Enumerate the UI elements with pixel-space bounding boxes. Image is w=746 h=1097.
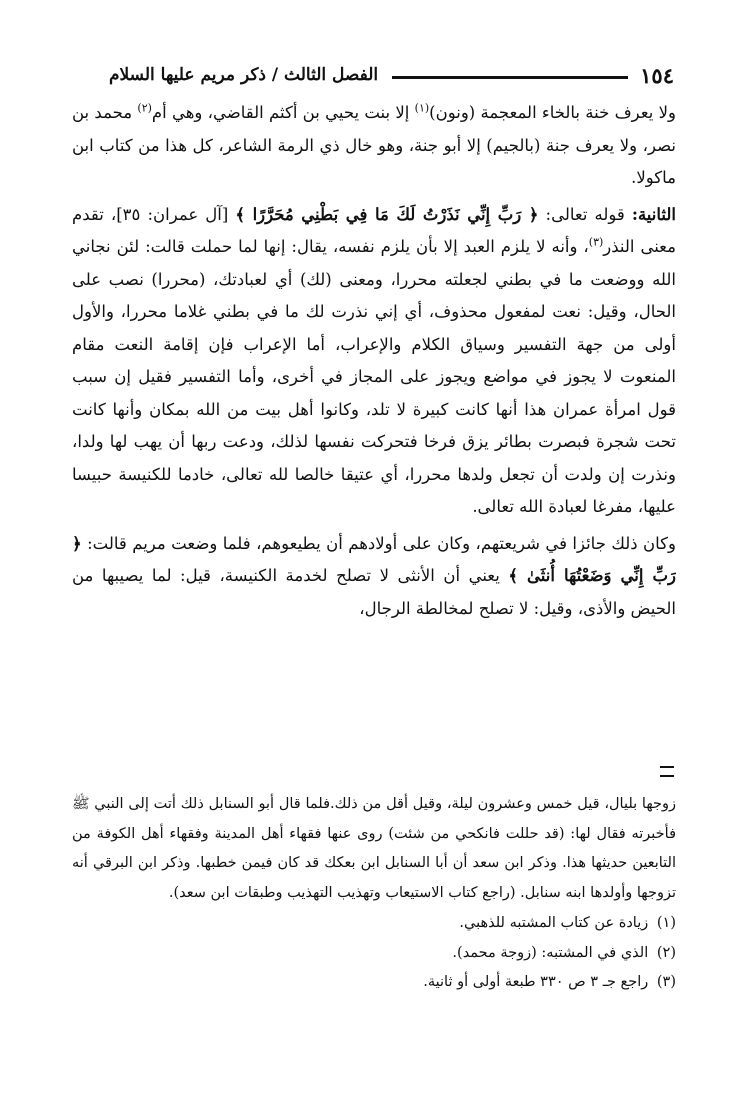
paragraph-1-text-b: إلا بنت يحيي بن أكثم القاضي، وهي أم bbox=[151, 103, 415, 122]
quran-verse-1: ﴿ رَبِّ إِنِّي نَذَرْتُ لَكَ مَا فِي بَطْنِي مُحَرَّرًا ﴾ bbox=[235, 204, 539, 224]
footnote-number: (٣) bbox=[656, 974, 676, 990]
paragraph-3-text-b: يعني أن الأنثى لا تصلح لخدمة الكنيسة، قيل: لما يصيبها من الحيض والأذى، وقيل: لا تصلح لمخالطة الرجال، bbox=[72, 566, 676, 618]
footnote-continued-text: زوجها بليال، قيل خمس وعشرون ليلة، وقيل أقل من ذلك.فلما قال أبو السنابل ذلك أتت إلى النبي ﷺ فأخبرته فقال لها: (قد حللت فانكحي من شئت) روى عنها فقهاء أهل المدينة وفقهاء أهل الكوفة من التابعين حديثها هذا. وذكر ابن سعد أن أبا السنابل ابن بعكك قد كان فيمن خطبها. وذكر ابن البرقي أنه تزوجها وأولدها ابنه سنابل. (راجع كتاب الاستيعاب وتهذيب التهذيب وطبقات ابن سعد). bbox=[72, 796, 676, 901]
footnote-ref-3: (٣) bbox=[588, 235, 604, 249]
page-header bbox=[72, 60, 674, 90]
paragraph-2-text-c: ، وأنه لا يلزم العبد إلا بأن يلزم نفسه، يقال: إنها لما حملت قالت: لئن نجاني الله ووضعت ما في بطني لجعلته محررا، ومعنى (لك) أي لعبادتك، (محررا) نصب على الحال، وقيل: نعت لمفعول محذوف، أي إني نذرت لك ما في بطني غلاما محررا، والأول أولى من جهة التفسير وسياق الكلام والإعراب، أما الإعراب فإن إقامة النعت مقام المنعوت لا يجوز في مواضع ويجوز على المجاز في أخرى، وأما التفسير فقيل إن سبب قول امرأة عمران هذا أنها كانت كبيرة لا تلد، وكانوا أهل بيت من الله بمكان وأنها كانت تحت شجرة فبصرت بطائر يزق فرخا فتحركت نفسها لذلك، ودعت ربها أن يهب لها ولدا، ونذرت إن ولدت أن تجعل ولدها محررا، أي عتيقا خالصا لله تعالى، خادما للكنيسة حبيسا عليها، مفرغا لعبادة الله تعالى. bbox=[72, 237, 676, 516]
paragraph-2 bbox=[72, 199, 676, 524]
footnote-ref-2: (٢) bbox=[137, 101, 152, 115]
footnote-text: راجع جـ ٣ ص ٣٣٠ طبعة أولى أو ثانية. bbox=[423, 974, 649, 990]
paragraph-3-text-a: وكان ذلك جائزا في شريعتهم، وكان على أولادهم أن يطيعوهم، فلما وضعت مريم قالت: bbox=[81, 533, 676, 553]
paragraph-2-text-b: [آل عمران: ٣٥]، تقدم معنى النذر bbox=[72, 204, 676, 256]
footnote-number: (١) bbox=[656, 915, 676, 931]
footnote-text: الذي في المشتبه: (زوجة محمد). bbox=[452, 944, 649, 961]
header-rule bbox=[392, 76, 628, 79]
paragraph-1-text-c: محمد بن نصر، ولا يعرف جنة (بالجيم) إلا أبو جنة، وهو خال ذي الرمة الشاعر، كل هذا من كتاب ابن ماكولا. bbox=[72, 103, 676, 187]
main-text bbox=[72, 97, 676, 747]
page-number: ١٥٤ bbox=[640, 62, 674, 88]
footnote-item bbox=[72, 968, 676, 998]
paragraph-1-text-a: ولا يعرف خنة بالخاء المعجمة (ونون) bbox=[429, 103, 676, 122]
footnote-text: زيادة عن كتاب المشتبه للذهبي. bbox=[459, 915, 649, 931]
paragraph-2-text-a: قوله تعالى: bbox=[538, 204, 632, 224]
footnote-list bbox=[72, 909, 676, 998]
quran-verse-2: ﴿ رَبِّ إِنِّي وَضَعْتُهَا أُنثَىٰ ﴾ bbox=[72, 533, 676, 585]
footnote-continuation-mark bbox=[660, 766, 674, 777]
paragraph-1 bbox=[72, 97, 676, 195]
running-title: الفصل الثالث / ذكر مريم عليها السلام bbox=[109, 65, 379, 85]
paragraph-3 bbox=[72, 528, 676, 626]
footnote-item bbox=[72, 909, 676, 939]
footnote-item bbox=[72, 939, 676, 969]
footnote-number: (٢) bbox=[656, 944, 676, 961]
footnote-ref-1: (١) bbox=[414, 101, 430, 115]
section-lead-word: الثانية: bbox=[631, 204, 676, 224]
footnotes bbox=[72, 790, 676, 1075]
